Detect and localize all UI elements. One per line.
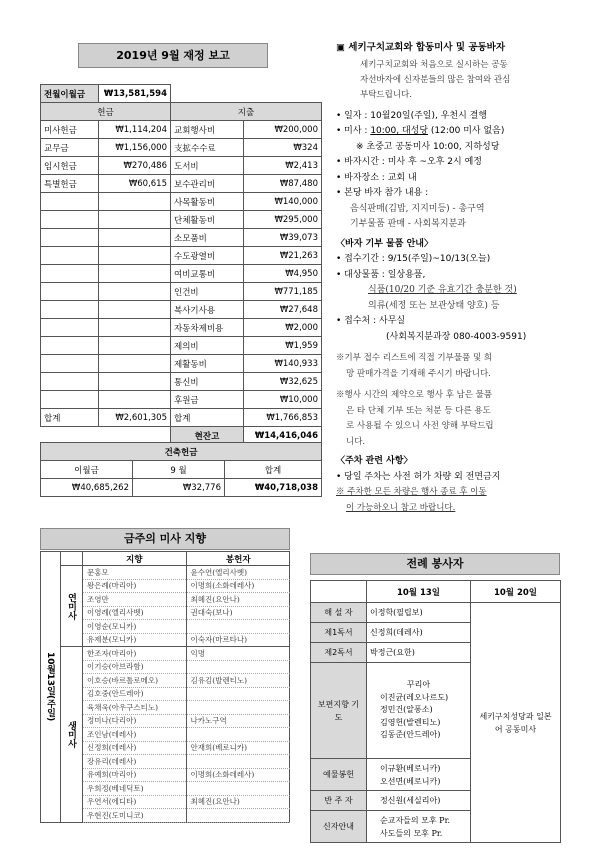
expense-label: 보수관리비 <box>171 175 244 193</box>
expense-value: ₩200,000 <box>244 121 322 139</box>
mass-intention: 왕은례(마리아) <box>83 579 186 593</box>
finance-row <box>41 391 322 409</box>
mass-donor: 김유김(발렌티노) <box>186 674 290 688</box>
mass-row <box>83 741 290 755</box>
offer-name-1: 이규환(베로니카) <box>380 763 441 773</box>
mass-col-donor: 봉헌자 <box>186 552 290 566</box>
mass-row <box>83 782 290 796</box>
mass-table <box>83 552 290 823</box>
income-value <box>99 373 171 391</box>
mass-row <box>83 579 290 593</box>
usher-name-2: 사도들의 모후 Pr. <box>380 828 443 838</box>
balance-value: ₩14,416,046 <box>244 427 322 445</box>
expense-value: ₩32,625 <box>244 373 322 391</box>
mass-donor <box>186 809 290 823</box>
mass-donor <box>186 660 290 674</box>
finance-row <box>41 301 322 319</box>
income-label <box>41 337 99 355</box>
notice-intro-3: 부탁드립니다. <box>360 89 412 100</box>
expense-total: ₩1,766,853 <box>244 409 322 427</box>
pray-name-4: 김동준(안드레아) <box>380 730 441 740</box>
notice-time: • 바자시간 : 미사 후 ~오후 2시 예정 <box>336 157 482 167</box>
mass-donor: 최혜진(요안나) <box>186 593 290 607</box>
parking-rule: • 당일 주차는 사전 허가 차량 외 전면금지 <box>336 471 501 482</box>
role-prayers: 보편지향 기 도 <box>311 663 367 759</box>
mass-row <box>83 728 290 742</box>
income-label <box>41 283 99 301</box>
expense-value: ₩21,263 <box>244 247 322 265</box>
pray-name-1: 이진균(레오나르도) <box>380 692 449 702</box>
notice-items-food: 음식판매(김밥, 지지미등) - 총구역 <box>350 203 485 214</box>
mass-intention: 조인남(데레사) <box>83 728 186 742</box>
mass-intention: 유제분(모니카) <box>83 633 186 647</box>
donation-period: • 접수기간 : 9/15(주일)~10/13(오늘) <box>336 254 491 264</box>
server-prayers <box>367 663 471 759</box>
income-value: ₩270,486 <box>99 157 171 175</box>
mass-row <box>83 647 290 661</box>
income-label <box>41 265 99 283</box>
mass-donor: 익명 <box>186 647 290 661</box>
income-label <box>41 373 99 391</box>
mass-row <box>83 768 290 782</box>
server-reading2: 박정근(요한) <box>367 643 471 663</box>
mass-intention: 우연서(에디타) <box>83 795 186 809</box>
expense-label: 후원금 <box>171 391 244 409</box>
liturgy-header-role <box>311 581 367 603</box>
role-reading1: 제1독서 <box>311 623 367 643</box>
mass-intention: 이영례(엘리사벳) <box>83 606 186 620</box>
donation-title: 〈바자 기부 물품 안내〉 <box>336 238 433 249</box>
server-organist: 정신원(세실리아) <box>367 791 471 811</box>
expense-value: ₩39,073 <box>244 229 322 247</box>
expense-value: ₩10,000 <box>244 391 322 409</box>
finance-row <box>41 175 322 193</box>
pray-name-3: 김영헌(발렌티노) <box>380 717 441 727</box>
expense-header: 지출 <box>171 103 322 121</box>
donation-target: • 대상물품 : 일상용품, <box>336 269 426 280</box>
usher-name-1: 순교자들의 모후 Pr. <box>380 815 451 825</box>
income-label <box>41 319 99 337</box>
notice-mass-student: ※ 초중고 공동미사 10:00, 지하성당 <box>356 141 500 152</box>
finance-row <box>41 337 322 355</box>
finance-row <box>41 139 322 157</box>
expense-label: 도서비 <box>171 157 244 175</box>
income-label: 교무금 <box>41 139 99 157</box>
curia-label: 꾸리아 <box>406 680 431 690</box>
mass-row <box>83 633 290 647</box>
expense-label: 수도광열비 <box>171 247 244 265</box>
income-label: 임시헌금 <box>41 157 99 175</box>
mass-intention: 신정희(데레사) <box>83 741 186 755</box>
notice-mass: • 미사 : 10:00, 대성당 (12:00 미사 없음) <box>336 126 505 136</box>
bazaar-notice <box>336 40 566 516</box>
server-commentator: 이정학(필립보) <box>367 603 471 623</box>
liturgy-title: 전례 봉사자 <box>310 553 560 575</box>
mass-row <box>83 795 290 809</box>
oct20-joint-mass: 세키구치성당과 일본어 공동미사 <box>471 603 561 843</box>
finance-row <box>41 193 322 211</box>
finance-table <box>40 84 322 445</box>
donation-clothes: 의류(세정 또는 보관상태 양호) 등 <box>368 300 500 311</box>
expense-value: ₩140,000 <box>244 193 322 211</box>
income-value <box>99 391 171 409</box>
role-commentator: 해 설 자 <box>311 603 367 623</box>
building-month-value: ₩32,776 <box>133 479 225 497</box>
notice-items-title: • 본당 바자 참가 내용 : <box>336 188 429 198</box>
notice-title: ▣ 세키구치교회와 합동미사 및 공동바자 <box>336 42 506 53</box>
expense-total-label: 합계 <box>171 409 244 427</box>
expense-label: 소모품비 <box>171 229 244 247</box>
income-label: 특별헌금 <box>41 175 99 193</box>
finance-row <box>41 211 322 229</box>
server-offertory <box>367 759 471 791</box>
liturgy-header-oct13: 10월 13일 <box>367 581 471 603</box>
income-value <box>99 247 171 265</box>
building-carry-value: ₩40,685,262 <box>41 479 133 497</box>
income-value <box>99 229 171 247</box>
note2-line3: 로 사용될 수 있으니 사전 양해 부탁드립 <box>346 421 494 431</box>
income-label <box>41 301 99 319</box>
mass-row <box>83 606 290 620</box>
expense-value: ₩87,480 <box>244 175 322 193</box>
notice-date: • 일자 : 10월20일(주일), 우천시 결행 <box>336 110 488 121</box>
finance-row <box>41 121 322 139</box>
role-usher: 신자안내 <box>311 811 367 843</box>
liturgy-table <box>310 580 561 843</box>
role-offertory: 예물봉헌 <box>311 759 367 791</box>
income-label <box>41 355 99 373</box>
income-value <box>99 265 171 283</box>
note1-line2: 망 판매가격을 기재해 주시기 바랍니다. <box>346 368 491 379</box>
expense-value: ₩295,000 <box>244 211 322 229</box>
income-label <box>41 229 99 247</box>
mass-intention: 장유리(데레사) <box>83 755 186 769</box>
donation-contact: (사회복지분과장 080-4003-9591) <box>386 331 527 342</box>
expense-label: 복사기사용 <box>171 301 244 319</box>
finance-report-title: 2019년 9월 재정 보고 <box>78 43 268 68</box>
role-reading2: 제2독서 <box>311 643 367 663</box>
notice-intro-1: 세키구치교회와 처음으로 실시하는 공동 <box>360 59 508 70</box>
expense-label: 통신비 <box>171 373 244 391</box>
group-saeng-misa: 생미사 <box>61 647 83 822</box>
income-label <box>41 193 99 211</box>
income-header: 헌금 <box>41 103 171 121</box>
finance-row <box>41 157 322 175</box>
pray-name-2: 정민건(알퐁소) <box>380 705 433 715</box>
notice-place: • 바자장소 : 교회 내 <box>336 172 417 183</box>
mass-donor: 이명희(소화데레사) <box>186 768 290 782</box>
expense-label: 단체활동비 <box>171 211 244 229</box>
liturgy-header-oct20: 10월 20일 <box>471 581 561 603</box>
note2-line4: 니다. <box>346 436 366 447</box>
mass-intentions-title: 금주의 미사 지향 <box>40 528 290 550</box>
mass-intention: 조영만 <box>83 593 186 607</box>
server-reading1: 신정희(데레사) <box>367 623 471 643</box>
expense-label: 교회행사비 <box>171 121 244 139</box>
expense-label: 인건비 <box>171 283 244 301</box>
mass-intentions-block <box>40 551 290 823</box>
income-value <box>99 355 171 373</box>
income-value: ₩1,114,204 <box>99 121 171 139</box>
building-fund-table <box>40 442 322 497</box>
notice-items-goods: 기부물품 판매 - 사회복지분과 <box>350 219 466 229</box>
income-value <box>99 319 171 337</box>
expense-value: ₩324 <box>244 139 322 157</box>
income-value: ₩60,615 <box>99 175 171 193</box>
mass-intention: 한조자(마리아) <box>83 647 186 661</box>
mass-donor: 권대숙(보나) <box>186 606 290 620</box>
note1-line1: ※기부 접수 리스트에 직접 기부물품 및 희 <box>336 353 493 363</box>
mass-donor: 최혜진(요안나) <box>186 795 290 809</box>
expense-value: ₩771,185 <box>244 283 322 301</box>
income-value: ₩1,156,000 <box>99 139 171 157</box>
income-label <box>41 247 99 265</box>
mass-donor: 윤수연(엘리사벳) <box>186 566 290 580</box>
mass-row <box>83 620 290 634</box>
finance-row <box>41 265 322 283</box>
mass-donor: 이명희(소화데레사) <box>186 579 290 593</box>
donation-office: • 접수처 : 사무실 <box>336 316 406 326</box>
finance-row <box>41 283 322 301</box>
finance-row <box>41 373 322 391</box>
mass-donor: 이숙자(마르타나) <box>186 633 290 647</box>
expense-label: 제의비 <box>171 337 244 355</box>
mass-row <box>83 809 290 823</box>
finance-row <box>41 355 322 373</box>
mass-intention: 정미나(다리아) <box>83 714 186 728</box>
mass-row <box>83 593 290 607</box>
mass-intention: 김호중(안드레아) <box>83 687 186 701</box>
mass-intention: 이기승(아브라함) <box>83 660 186 674</box>
mass-donor <box>186 687 290 701</box>
expense-label: 支拡수수료 <box>171 139 244 157</box>
mass-row <box>83 714 290 728</box>
income-label <box>41 211 99 229</box>
note2-line2: 은 타 단체 기부 또는 처분 등 다른 용도 <box>346 405 491 416</box>
mass-row <box>83 701 290 715</box>
expense-label: 사목활동비 <box>171 193 244 211</box>
mass-row <box>83 687 290 701</box>
income-label: 미사헌금 <box>41 121 99 139</box>
income-label <box>41 391 99 409</box>
income-total-label: 합계 <box>41 409 99 427</box>
income-value <box>99 301 171 319</box>
mass-donor: 안재희(베로니카) <box>186 741 290 755</box>
building-header-total: 합계 <box>225 461 322 479</box>
mass-intention: 이영순(모니카) <box>83 620 186 634</box>
finance-row <box>41 319 322 337</box>
expense-value: ₩1,959 <box>244 337 322 355</box>
building-total-value: ₩40,718,038 <box>225 479 322 497</box>
finance-row <box>41 247 322 265</box>
mass-row <box>83 660 290 674</box>
mass-row <box>83 755 290 769</box>
parking-title: 〈주차 관련 사항〉 <box>336 456 413 466</box>
prev-month-label: 전월이월금 <box>41 85 99 103</box>
expense-label: 자동차제비용 <box>171 319 244 337</box>
role-organist: 반 주 자 <box>311 791 367 811</box>
mass-intention: 우희정(베네딕토) <box>83 782 186 796</box>
mass-date: 10월13일(주일) <box>41 552 61 822</box>
mass-intention: 유예희(마리아) <box>83 768 186 782</box>
notice-intro-2: 자선바자에 신자분들의 많은 참여와 관심 <box>360 74 511 85</box>
expense-value: ₩2,000 <box>244 319 322 337</box>
income-value <box>99 211 171 229</box>
expense-value: ₩4,950 <box>244 265 322 283</box>
mass-donor <box>186 701 290 715</box>
building-header-carry: 이월금 <box>41 461 133 479</box>
mass-donor <box>186 782 290 796</box>
expense-label: 제활동비 <box>171 355 244 373</box>
income-value <box>99 193 171 211</box>
income-total: ₩2,601,305 <box>99 409 171 427</box>
building-fund-title: 건축헌금 <box>41 443 322 461</box>
mass-donor: 나카노구역 <box>186 714 290 728</box>
mass-intention: 우현진(도미니코) <box>83 809 186 823</box>
expense-label: 여비교통비 <box>171 265 244 283</box>
building-header-month: 9 월 <box>133 461 225 479</box>
note2-line1: ※행사 시간의 제약으로 행사 후 남은 물품 <box>336 390 493 400</box>
donation-food: 식품(10/20 기준 유효기간 충분한 것) <box>368 285 517 295</box>
mass-intention: 육채욱(아우구스티노) <box>83 701 186 715</box>
mass-donor <box>186 620 290 634</box>
expense-value: ₩140,933 <box>244 355 322 373</box>
mass-intention: 이호승(바르톨로메오) <box>83 674 186 688</box>
balance-label: 현잔고 <box>171 427 244 445</box>
mass-donor <box>186 728 290 742</box>
income-value <box>99 337 171 355</box>
group-yeon-misa: 연미사 <box>61 566 83 647</box>
prev-month-value: ₩13,581,594 <box>99 85 171 103</box>
server-usher <box>367 811 471 843</box>
income-value <box>99 283 171 301</box>
mass-row <box>83 566 290 580</box>
mass-col-intention: 지향 <box>83 552 186 566</box>
parking-note-1: ※ 주차한 모든 차량은 행사 종료 후 이동 <box>336 487 487 497</box>
parking-note-2: 이 가능하오니 참고 바랍니다. <box>346 502 456 513</box>
expense-value: ₩27,648 <box>244 301 322 319</box>
offer-name-2: 오선면(베로니카) <box>380 776 441 786</box>
mass-intention: 문홍모 <box>83 566 186 580</box>
mass-row <box>83 674 290 688</box>
expense-value: ₩2,413 <box>244 157 322 175</box>
finance-row <box>41 229 322 247</box>
mass-donor <box>186 755 290 769</box>
